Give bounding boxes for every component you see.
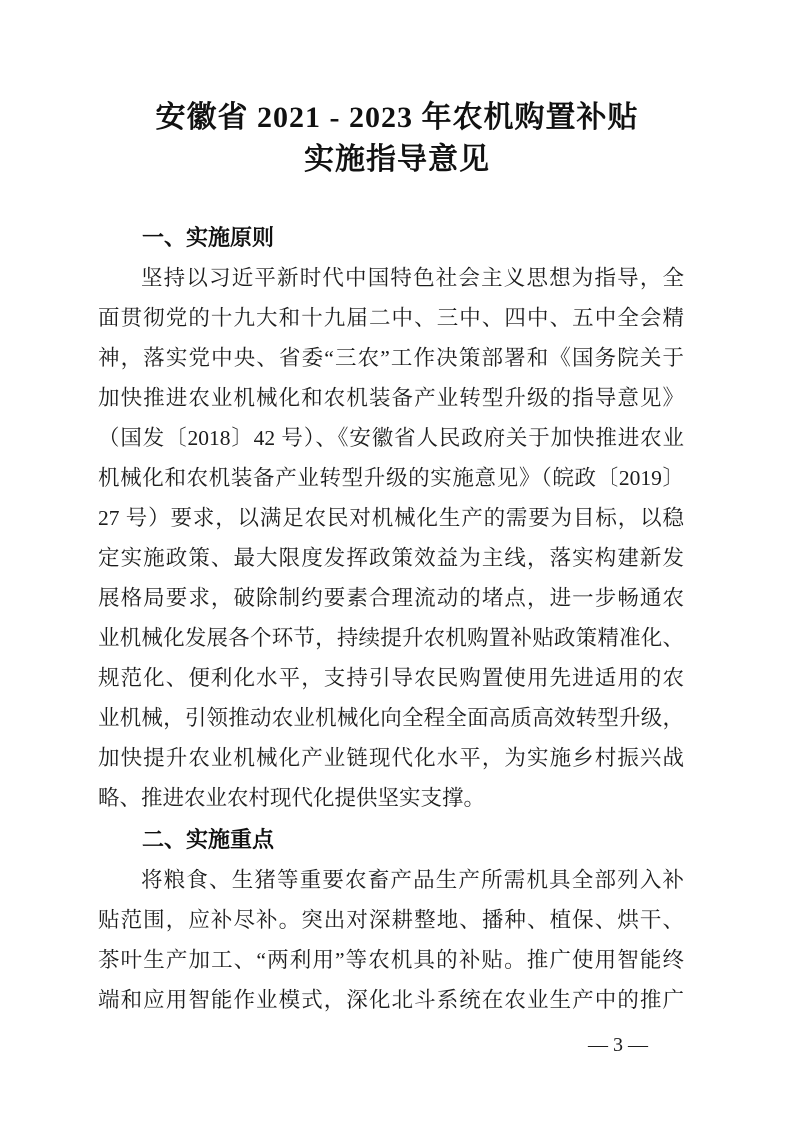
document-title [0, 0, 794, 181]
text-line: 加快提升农业机械化产业链现代化水平，为实施乡村振兴战 [98, 746, 684, 770]
page-number: — 3 — [588, 1034, 648, 1056]
section-heading: 二、实施重点 [142, 827, 275, 852]
text-line: 业机械，引领推动农业机械化向全程全面高质高效转型升级， [98, 706, 684, 730]
text-line: 面贯彻党的十九大和十九届二中、三中、四中、五中全会精 [98, 306, 684, 330]
text-line: 机械化和农机装备产业转型升级的实施意见》（皖政〔2019〕 [98, 466, 684, 490]
text-line: 贴范围，应补尽补。突出对深耕整地、播种、植保、烘干、 [98, 908, 684, 932]
text-line: 展格局要求，破除制约要素合理流动的堵点，进一步畅通农 [98, 586, 684, 610]
section-paragraph [98, 860, 684, 1020]
text-line: 业机械化发展各个环节，持续提升农机购置补贴政策精准化、 [98, 626, 684, 650]
section-heading: 一、实施原则 [142, 225, 275, 250]
text-line: 规范化、便利化水平，支持引导农民购置使用先进适用的农 [98, 666, 684, 690]
text-line: 端和应用智能作业模式，深化北斗系统在农业生产中的推广 [98, 988, 684, 1012]
text-line: 略、推进农业农村现代化提供坚实支撑。 [98, 786, 486, 810]
section-implementation-principles [98, 218, 684, 818]
text-line: （国发〔2018〕42 号）、《安徽省人民政府关于加快推进农业 [98, 426, 684, 450]
section-paragraph [98, 258, 684, 818]
text-line: 坚持以习近平新时代中国特色社会主义思想为指导，全 [141, 266, 684, 290]
text-line: 神，落实党中央、省委“三农”工作决策部署和《国务院关于 [98, 346, 684, 370]
document-body [98, 218, 684, 1020]
text-line: 定实施政策、最大限度发挥政策效益为主线，落实构建新发 [98, 546, 684, 570]
text-line: 27 号）要求，以满足农民对机械化生产的需要为目标，以稳 [98, 506, 684, 530]
text-line: 加快推进农业机械化和农机装备产业转型升级的指导意见》 [98, 386, 684, 410]
title-line-1: 安徽省 2021 - 2023 年农机购置补贴 [155, 101, 639, 134]
section-implementation-priorities [98, 820, 684, 1020]
text-line: 茶叶生产加工、“两利用”等农机具的补贴。推广使用智能终 [98, 948, 684, 972]
text-line: 将粮食、生猪等重要农畜产品生产所需机具全部列入补 [141, 868, 684, 892]
title-line-2: 实施指导意见 [304, 143, 490, 176]
